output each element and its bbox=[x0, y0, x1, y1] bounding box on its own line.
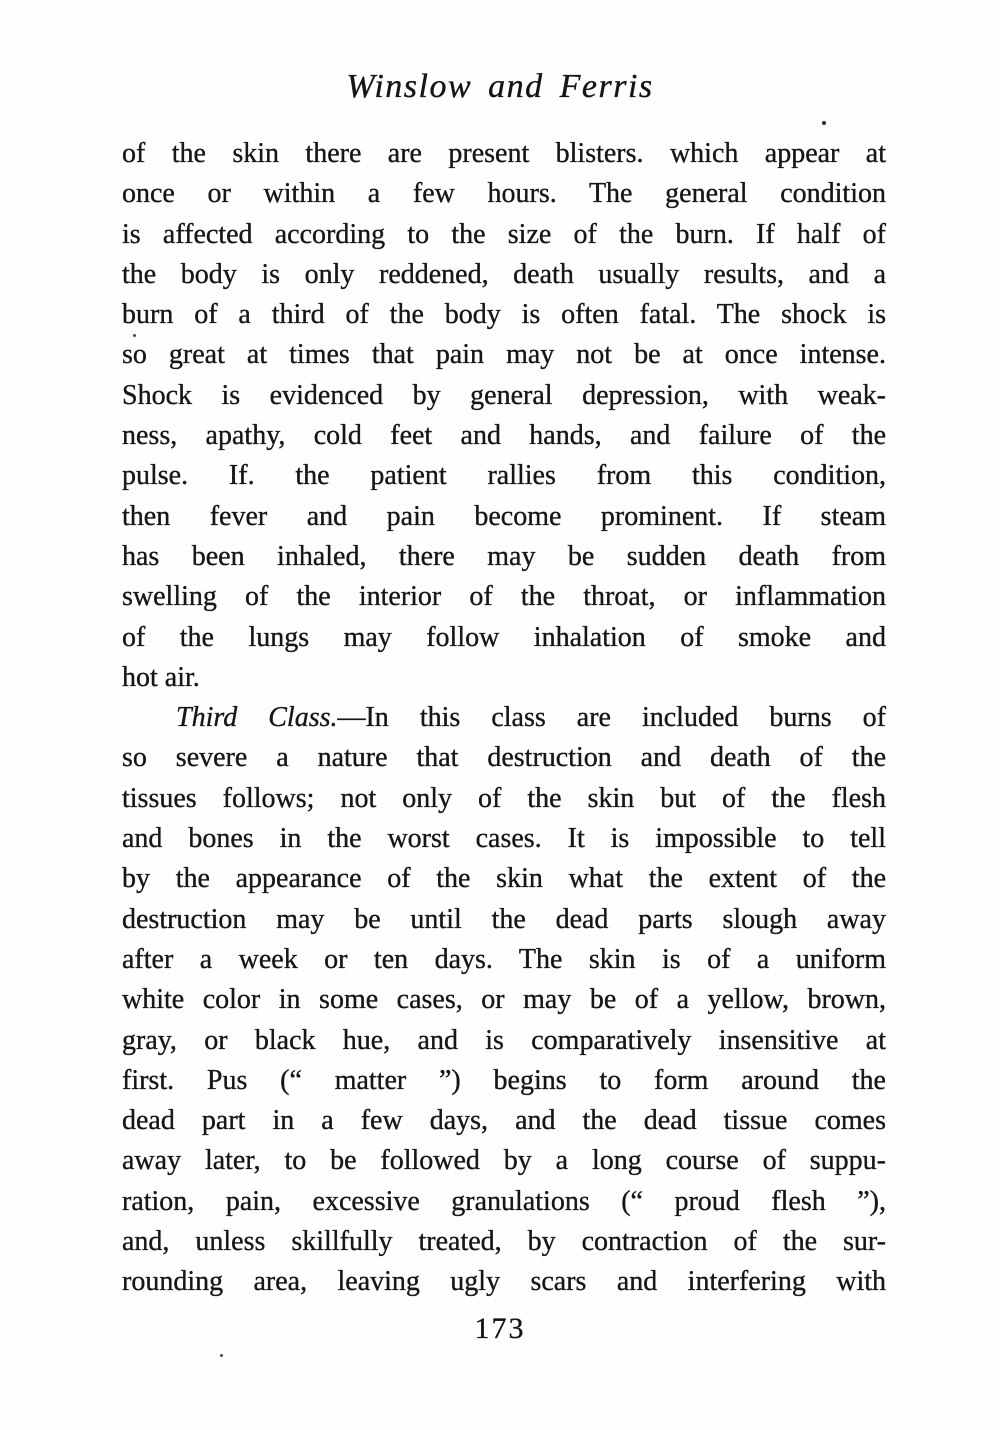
text-line: then fever and pain become prominent. If steam bbox=[122, 500, 886, 532]
page-number: 173 bbox=[474, 1312, 526, 1345]
ink-speck bbox=[133, 334, 136, 337]
text-line: ration, pain, excessive granulations (“ proud flesh ”), bbox=[122, 1185, 886, 1217]
ink-speck bbox=[822, 121, 826, 125]
text-line: first. Pus (“ matter ”) begins to form around the bbox=[122, 1064, 886, 1096]
text-line: the body is only reddened, death usually results, and a bbox=[122, 258, 886, 290]
text-line: and bones in the worst cases. It is impossible to tell bbox=[122, 823, 886, 855]
text-line: so severe a nature that destruction and death of the bbox=[122, 742, 886, 774]
text-line: once or within a few hours. The general condition bbox=[122, 178, 886, 210]
text-line: so great at times that pain may not be at once intense. bbox=[122, 339, 886, 371]
text-line: white color in some cases, or may be of a yellow, brown, bbox=[122, 984, 886, 1016]
third-class-heading: Third Class. bbox=[176, 702, 338, 734]
text-line: destruction may be until the dead parts slough away bbox=[122, 903, 886, 935]
text-line: swelling of the interior of the throat, or inflammation bbox=[122, 581, 886, 613]
paragraph-end-line: hot air. bbox=[122, 661, 200, 693]
text-line: of the lungs may follow inhalation of smoke and bbox=[122, 621, 886, 653]
text-line: of the skin there are present blisters. which appear at bbox=[122, 138, 886, 169]
ink-speck bbox=[220, 1354, 223, 1357]
paragraph-lead-line bbox=[122, 698, 886, 738]
text-line: away later, to be followed by a long course of suppu- bbox=[122, 1145, 886, 1177]
text-line: gray, or black hue, and is comparatively insensitive at bbox=[122, 1024, 886, 1056]
text-line: and, unless skillfully treated, by contraction of the sur- bbox=[122, 1226, 886, 1258]
text-line: tissues follows; not only of the skin but of the flesh bbox=[122, 782, 886, 814]
text-line: burn of a third of the body is often fatal. The shock is bbox=[122, 299, 886, 331]
text-line: is affected according to the size of the burn. If half of bbox=[122, 218, 886, 250]
running-header: Winslow and Ferris bbox=[346, 68, 654, 105]
text-line: has been inhaled, there may be sudden death from bbox=[122, 540, 886, 572]
text-line: Shock is evidenced by general depression, with weak- bbox=[122, 379, 886, 411]
body-text-block bbox=[122, 134, 886, 1303]
lead-line-text: —In this class are included burns of bbox=[337, 702, 886, 734]
text-line: dead part in a few days, and the dead tissue comes bbox=[122, 1105, 886, 1137]
text-line: rounding area, leaving ugly scars and interfering with bbox=[122, 1266, 886, 1298]
text-line: by the appearance of the skin what the extent of the bbox=[122, 863, 886, 895]
text-line: pulse. If. the patient rallies from this condition, bbox=[122, 460, 886, 492]
text-line: after a week or ten days. The skin is of a uniform bbox=[122, 943, 886, 975]
text-line: ness, apathy, cold feet and hands, and failure of the bbox=[122, 420, 886, 452]
